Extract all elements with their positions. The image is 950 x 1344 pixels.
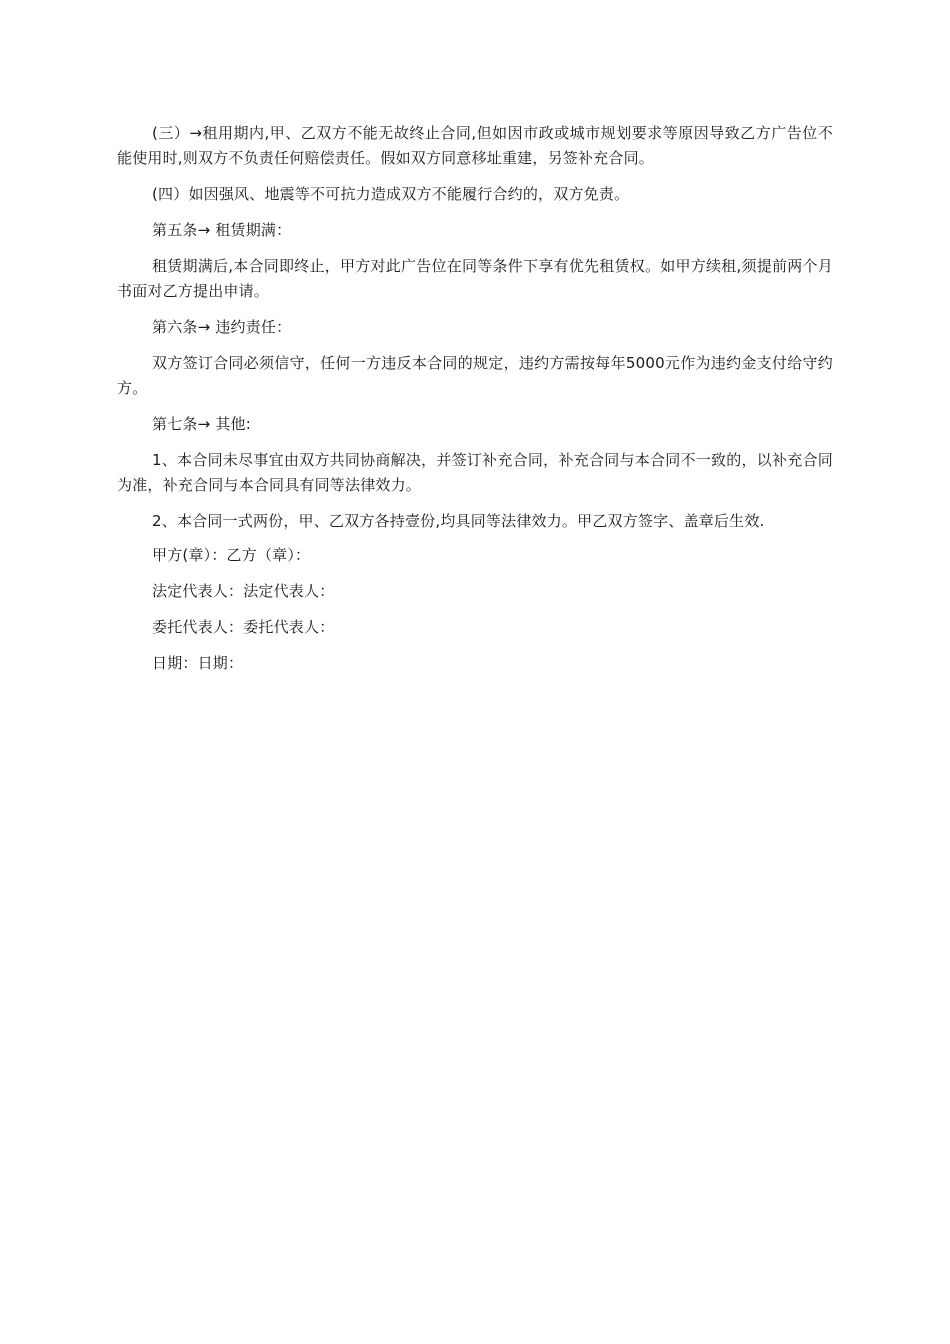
- date-line: 日期：日期：: [152, 654, 244, 672]
- clause-3-termination: (三）→租用期内,甲、乙双方不能无故终止合同,但如因市政或城市规划要求等原因导致乙方广告位不能使用时,则双方不负责任何赔偿责任。假如双方同意移址重建，另签补充合同。: [117, 124, 833, 167]
- article-7-item-2: 2、本合同一式两份，甲、乙双方各持壹份,均具同等法律效力。甲乙双方签字、盖章后生效.: [152, 512, 765, 530]
- authorized-representative-line: 委托代表人：委托代表人：: [152, 618, 335, 636]
- article-6-heading: 第六条→ 违约责任：: [152, 318, 292, 336]
- article-5-body: 租赁期满后,本合同即终止，甲方对此广告位在同等条件下享有优先租赁权。如甲方续租,须提前两个月书面对乙方提出申请。: [117, 257, 833, 300]
- legal-representative-line: 法定代表人：法定代表人：: [152, 582, 335, 600]
- article-7-item-1: 1、本合同未尽事宜由双方共同协商解决，并签订补充合同，补充合同与本合同不一致的，以补充合同为准，补充合同与本合同具有同等法律效力。: [117, 451, 833, 494]
- contract-page: [117, 121, 833, 676]
- signature-party-line: 甲方(章）：乙方（章）：: [152, 546, 311, 564]
- clause-4-force-majeure: (四）如因强风、地震等不可抗力造成双方不能履行合约的，双方免责。: [152, 185, 630, 203]
- article-7-heading: 第七条→ 其他:: [152, 415, 251, 433]
- article-6-body: 双方签订合同必须信守，任何一方违反本合同的规定，违约方需按每年5000元作为违约金支付给守约方。: [117, 354, 833, 397]
- article-5-heading: 第五条→ 租赁期满：: [152, 221, 292, 239]
